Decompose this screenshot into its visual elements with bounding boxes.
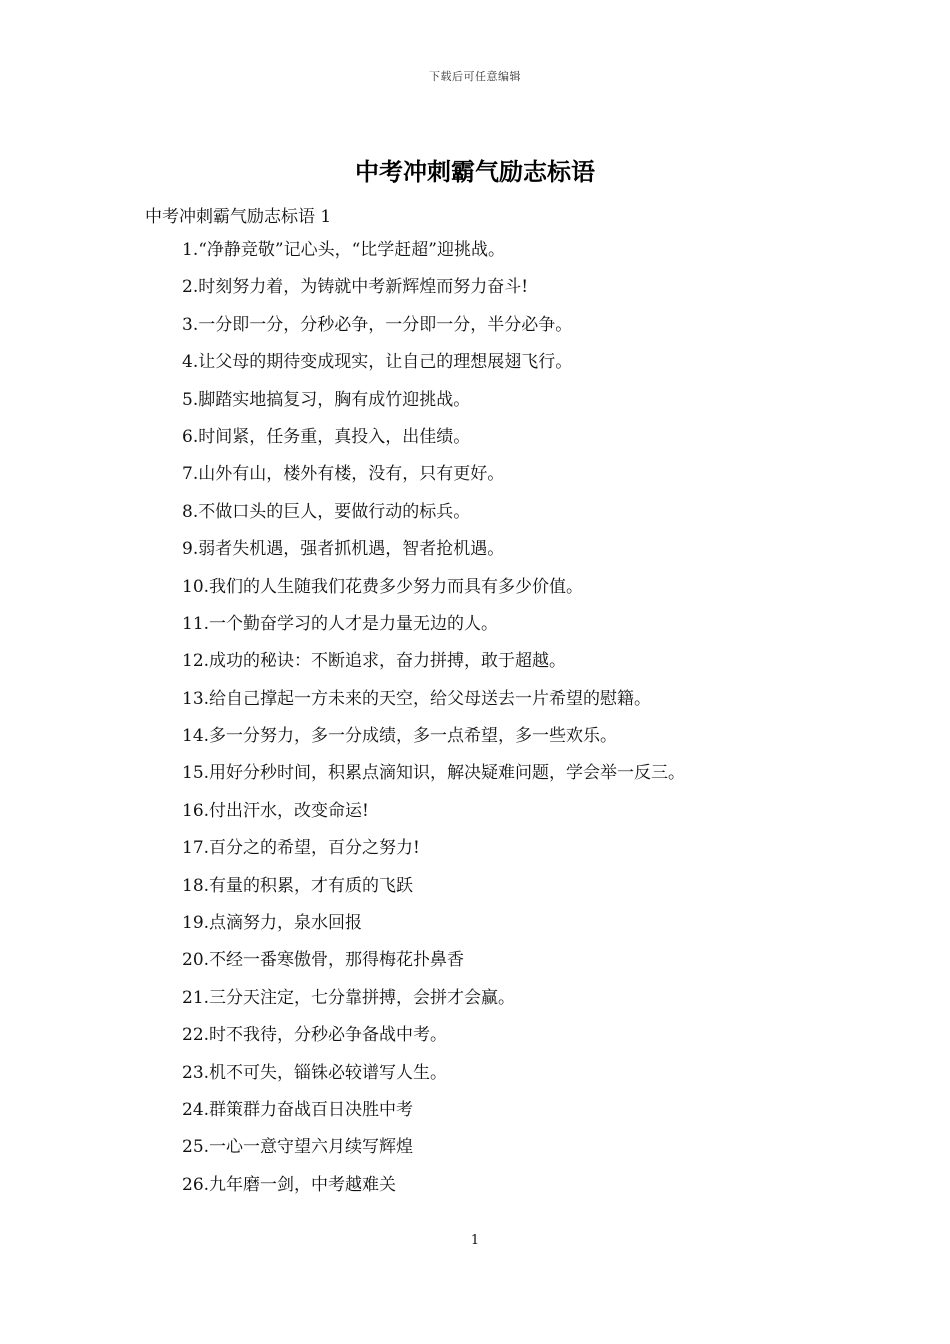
list-item: 20.不经一番寒傲骨，那得梅花扑鼻香 bbox=[182, 950, 465, 971]
list-item: 6.时间紧，任务重，真投入，出佳绩。 bbox=[182, 426, 471, 447]
list-item: 1.“净静竞敬”记心头，“比学赶超”迎挑战。 bbox=[182, 240, 505, 260]
list-item: 16.付出汗水，改变命运! bbox=[182, 800, 369, 821]
document-title: 中考冲刺霸气励志标语 bbox=[355, 158, 595, 186]
list-item: 19.点滴努力，泉水回报 bbox=[182, 913, 363, 934]
list-item: 9.弱者失机遇，强者抓机遇，智者抢机遇。 bbox=[182, 539, 505, 560]
list-item: 4.让父母的期待变成现实，让自己的理想展翅飞行。 bbox=[182, 352, 573, 373]
list-item: 25.一心一意守望六月续写辉煌 bbox=[182, 1137, 414, 1158]
list-item: 10.我们的人生随我们花费多少努力而具有多少价值。 bbox=[182, 576, 584, 597]
list-item: 21.三分天注定，七分靠拼搏，会拼才会赢。 bbox=[182, 987, 516, 1008]
list-item: 22.时不我待，分秒必争备战中考。 bbox=[182, 1025, 448, 1046]
list-item: 5.脚踏实地搞复习，胸有成竹迎挑战。 bbox=[182, 389, 471, 410]
list-item: 23.机不可失，锱铢必较谱写人生。 bbox=[182, 1062, 448, 1083]
list-item: 2.时刻努力着，为铸就中考新辉煌而努力奋斗! bbox=[182, 277, 529, 298]
list-item: 14.多一分努力，多一分成绩，多一点希望，多一些欢乐。 bbox=[182, 726, 618, 747]
list-item: 8.不做口头的巨人，要做行动的标兵。 bbox=[182, 501, 471, 522]
list-item: 13.给自己撑起一方未来的天空，给父母送去一片希望的慰籍。 bbox=[182, 688, 652, 709]
list-item: 7.山外有山，楼外有楼，没有，只有更好。 bbox=[182, 464, 505, 485]
header-note: 下载后可任意编辑 bbox=[429, 70, 521, 83]
page-number: 1 bbox=[470, 1233, 480, 1248]
list-item: 17.百分之的希望，百分之努力! bbox=[182, 838, 420, 859]
list-item: 18.有量的积累，才有质的飞跃 bbox=[182, 875, 414, 896]
section-heading: 中考冲刺霸气励志标语 1 bbox=[145, 207, 332, 227]
slogan-list bbox=[182, 235, 802, 1207]
list-item: 12.成功的秘诀：不断追求，奋力拼搏，敢于超越。 bbox=[182, 651, 567, 672]
list-item: 15.用好分秒时间，积累点滴知识，解决疑难问题，学会举一反三。 bbox=[182, 763, 686, 784]
list-item: 26.九年磨一剑，中考越难关 bbox=[182, 1174, 397, 1195]
list-item: 24.群策群力奋战百日决胜中考 bbox=[182, 1099, 414, 1120]
list-item: 11.一个勤奋学习的人才是力量无边的人。 bbox=[182, 613, 499, 634]
list-item: 3.一分即一分，分秒必争，一分即一分，半分必争。 bbox=[182, 314, 573, 335]
